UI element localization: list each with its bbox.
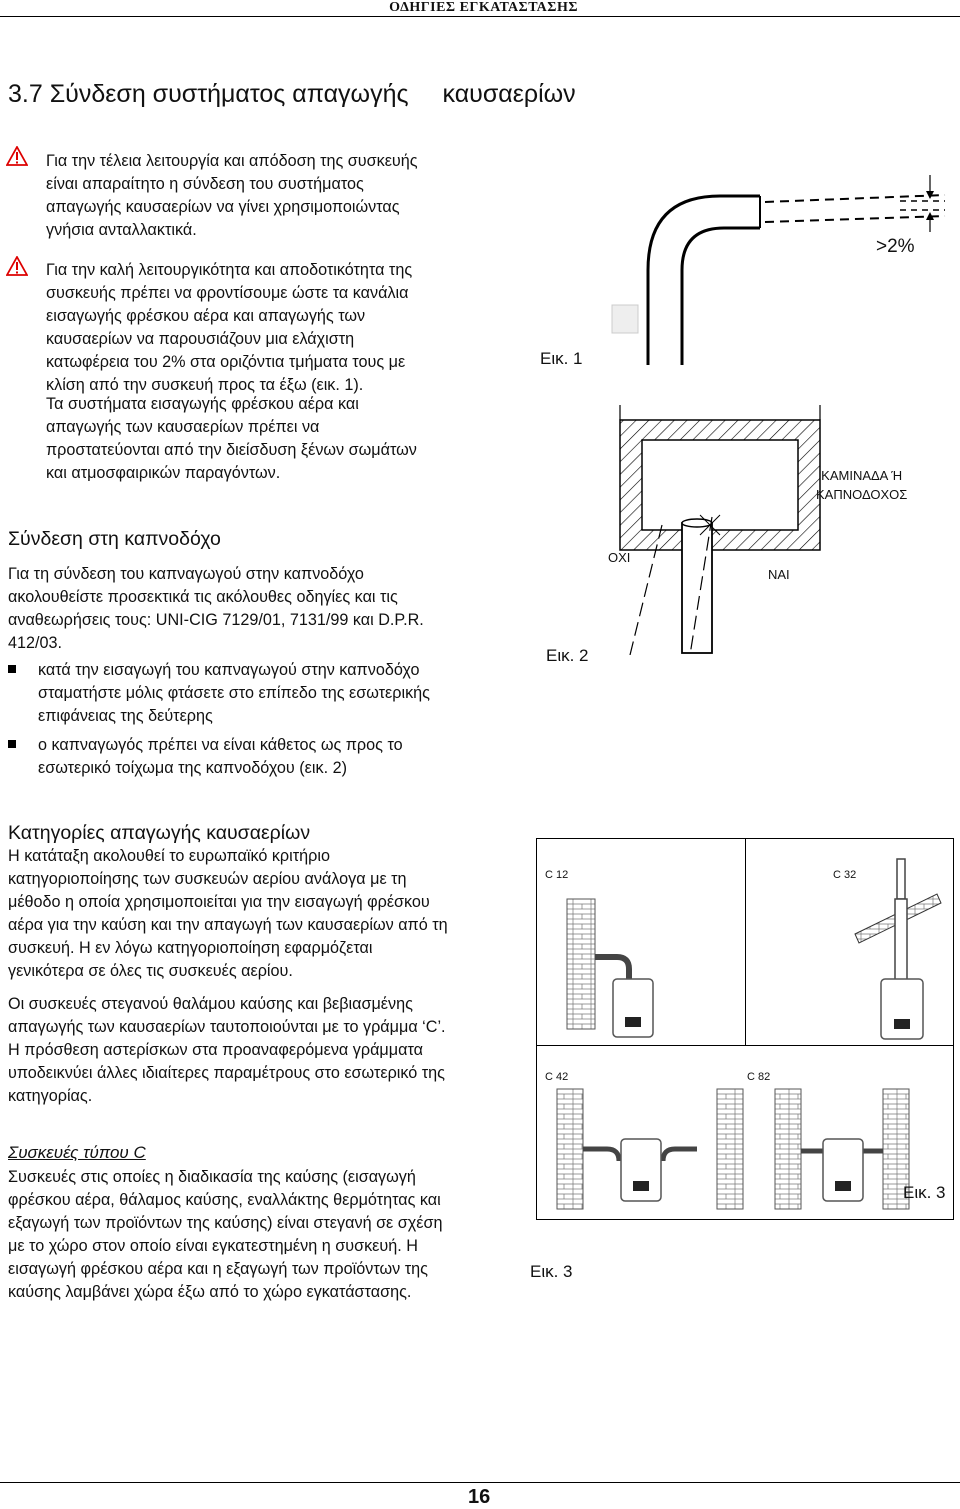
page-number: 16: [468, 1486, 491, 1508]
categories-heading: Κατηγορίες απαγωγής καυσαερίων: [8, 822, 311, 844]
caption-line: ΚΑΠΝΟΔΟΧΟΣ: [816, 487, 908, 502]
section-title: [8, 80, 576, 109]
warning-2-text: [46, 259, 518, 397]
text-line: συσκευή. Η εν λόγω κατηγοριοποίηση εφαρμόζεται: [8, 939, 373, 957]
warning-1-text: [46, 150, 518, 242]
figure-2-drawing: [600, 405, 940, 655]
figure-3-inner-label: Εικ. 3: [903, 1183, 946, 1202]
type-c-heading: Συσκευές τύπου C: [8, 1143, 146, 1162]
categories-paragraph-1: [8, 845, 516, 983]
figure-3-label: Εικ. 3: [530, 1262, 573, 1281]
text-line: συσκευής πρέπει να φροντίσουμε ώστε τα κανάλια: [46, 284, 409, 302]
text-line: απαγωγής καυσαερίων να γίνει χρησιμοποιώντας: [46, 198, 400, 216]
text-line: κατωφέρεια του 2% στα οριζόντια τμήματα τους με: [46, 353, 406, 371]
text-line: αναθεωρήσεις τους: UNI-CIG 7129/01, 7131/99 και D.P.R.: [8, 611, 424, 629]
type-c-paragraph: [8, 1166, 516, 1304]
footer-rule: [0, 1482, 960, 1483]
text-line: γενικότερα σε όλες τις συσκευές αερίου.: [8, 962, 293, 980]
text-line: ακολουθείστε προσεκτικά τις ακόλουθες οδηγίες και τις: [8, 588, 398, 606]
text-line: απαγωγής των καυσαερίων πρέπει να: [46, 418, 320, 436]
slope-label: >2%: [876, 236, 915, 257]
text-line: κατηγοριοποίησης των συσκευών αερίου ανάλογα με τη: [8, 870, 407, 888]
bullet-marker: [8, 665, 16, 673]
text-line: εισαγωγή φρέσκου αέρα και η εξαγωγή των προϊόντων της: [8, 1260, 428, 1278]
c42-label: C 42: [545, 1071, 569, 1083]
bullet-marker: [8, 740, 16, 748]
section-title-part1: 3.7 Σύνδεση συστήματος απαγωγής: [8, 80, 409, 108]
text-line: καυσαερίων να παρουσιάζουν μια ελάχιστη: [46, 330, 355, 348]
figure-2-label: Εικ. 2: [546, 646, 589, 665]
text-line: επιφάνειας της δεύτερης: [38, 707, 213, 725]
running-header: ΟΔΗΓΙΕΣ ΕΓΚΑΤΑΣΤΑΣΗΣ: [389, 0, 578, 15]
chimney-intro: [8, 563, 516, 655]
figure-3-drawing: [537, 839, 953, 1219]
text-line: Συσκευές στις οποίες η διαδικασία της καύσης (εισαγωγή: [8, 1168, 416, 1186]
section-title-part2: καυσαερίων: [442, 80, 576, 108]
text-line: κλίση από την συσκευή προς τα έξω (εικ. 1).: [46, 376, 364, 394]
text-line: γνήσια ανταλλακτικά.: [46, 221, 197, 239]
text-line: υποδεικνύει άλλες ιδιαίτερες παραμέτρους στο εσωτερικό της: [8, 1064, 445, 1082]
chimney-caption: [816, 466, 907, 504]
text-line: Τα συστήματα εισαγωγής φρέσκου αέρα και: [46, 395, 359, 413]
header-rule: [0, 16, 960, 17]
text-line: καύσης λαμβάνει χώρα έξω από το χώρο εγκατάστασης.: [8, 1283, 412, 1301]
text-line: εσωτερικό τοίχωμα της καπνοδόχου (εικ. 2): [38, 759, 347, 777]
categories-paragraph-2: [8, 993, 516, 1108]
c12-label: C 12: [545, 869, 569, 881]
warning-triangle-icon: [6, 146, 28, 166]
text-line: Για την τέλεια λειτουργία και απόδοση της συσκευής: [46, 152, 418, 170]
text-line: 412/03.: [8, 634, 63, 652]
text-line: Οι συσκευές στεγανού θαλάμου καύσης και βεβιασμένης: [8, 995, 413, 1013]
text-line: εξαγωγή των προϊόντων της καύσης) είναι στεγανή σε σχέση: [8, 1214, 443, 1232]
no-label: ΟΧΙ: [608, 550, 631, 565]
chimney-bullet-2: [38, 734, 516, 780]
caption-line: ΚΑΜΙΝΑΔΑ Ή: [821, 468, 903, 483]
text-line: Για την καλή λειτουργικότητα και αποδοτικότητα της: [46, 261, 413, 279]
text-line: με το χώρο στον οποίο είναι εγκατεστημένη η συσκευή. Η: [8, 1237, 418, 1255]
text-line: προστατεύονται από την διείσδυση ξένων σωμάτων: [46, 441, 417, 459]
c32-label: C 32: [833, 869, 857, 881]
text-line: φρέσκου αέρα, θάλαμος καύσης, εναλλάκτης θερμότητας και: [8, 1191, 441, 1209]
text-line: Η κατάταξη ακολουθεί το ευρωπαϊκό κριτήριο: [8, 847, 330, 865]
text-line: εισαγωγής φρέσκου αέρα και απαγωγής των: [46, 307, 366, 325]
figure-3-frame: [536, 838, 954, 1220]
text-line: απαγωγής των καυσαερίων ταυτοποιούνται με το γράμμα ‘C’.: [8, 1018, 446, 1036]
text-line: και ατμοσφαιρικών παραγόντων.: [46, 464, 281, 482]
protection-paragraph: [46, 393, 518, 485]
yes-label: ΝΑΙ: [768, 567, 790, 582]
text-line: μέθοδο η οποία χρησιμοποιείται για την εισαγωγή φρέσκου: [8, 893, 430, 911]
text-line: σταματήστε μόλις φτάσετε στο επίπεδο της εσωτερικής: [38, 684, 430, 702]
figure-1-label: Εικ. 1: [540, 349, 583, 368]
text-line: ο καπναγωγός πρέπει να είναι κάθετος ως προς το: [38, 736, 403, 754]
text-line: Η πρόσθεση αστερίσκων στα προαναφερόμενα γράμματα: [8, 1041, 423, 1059]
text-line: κατά την εισαγωγή του καπναγωγού στην καπνοδόχο: [38, 661, 420, 679]
text-line: είναι απαραίτητο η σύνδεση του συστήματος: [46, 175, 364, 193]
c82-label: C 82: [747, 1071, 771, 1083]
text-line: κατηγορίας.: [8, 1087, 93, 1105]
text-line: αέρα για την καύση και την απαγωγή των καυσαερίων από τη: [8, 916, 448, 934]
warning-triangle-icon: [6, 256, 28, 276]
figure-1-drawing: [600, 150, 952, 370]
chimney-heading: Σύνδεση στη καπνοδόχο: [8, 528, 221, 550]
text-line: Για τη σύνδεση του καπναγωγού στην καπνοδόχο: [8, 565, 364, 583]
chimney-bullet-1: [38, 659, 516, 728]
